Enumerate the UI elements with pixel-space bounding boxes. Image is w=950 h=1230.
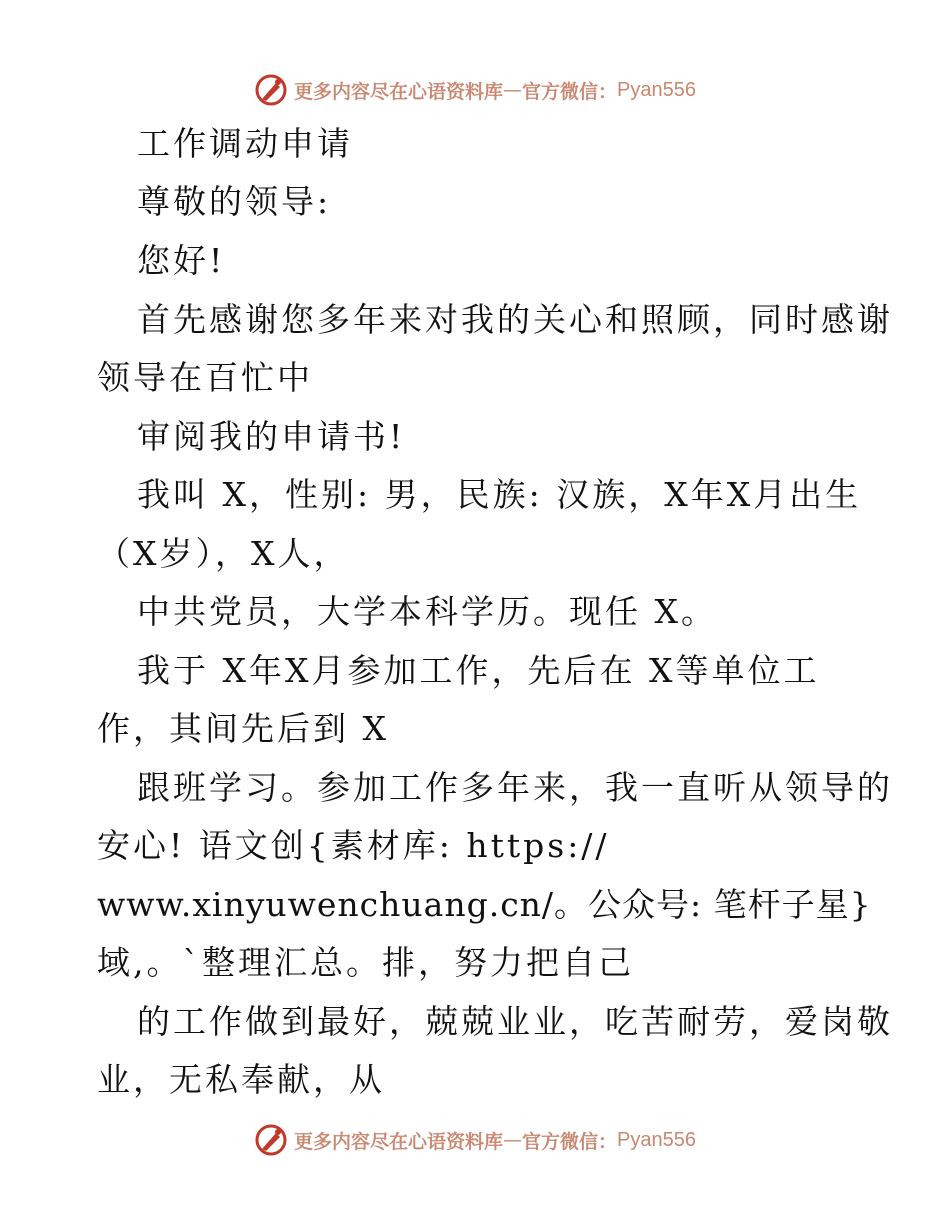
doc-paragraph-line: 作，其间先后到 X xyxy=(97,709,389,748)
doc-salutation: 尊敬的领导: xyxy=(137,182,332,221)
footer-official-label: 官方微信： xyxy=(522,1130,618,1153)
header-separator: — xyxy=(503,79,523,101)
doc-title: 工作调动申请 xyxy=(137,124,353,163)
footer-separator: — xyxy=(503,1129,523,1151)
doc-paragraph-line: 我于 X年X月参加工作，先后在 X等单位工 xyxy=(137,651,820,690)
pen-logo-icon xyxy=(254,1123,288,1157)
header-banner xyxy=(0,70,950,110)
header-brand-text: 更多内容尽在心语资料库 xyxy=(294,80,504,103)
doc-paragraph-line: www.xinyuwenchuang.cn/。公众号: 笔杆子星} xyxy=(97,885,872,924)
doc-paragraph-line: 域,。`整理汇总。排，努力把自己 xyxy=(97,943,634,982)
footer-brand-text: 更多内容尽在心语资料库 xyxy=(294,1130,504,1153)
doc-greeting: 您好! xyxy=(137,241,226,280)
doc-paragraph-line: 业，无私奉献，从 xyxy=(97,1060,385,1099)
header-official-label: 官方微信： xyxy=(522,80,618,103)
footer-wechat-id: Pyan556 xyxy=(617,1128,696,1151)
footer-banner xyxy=(0,1120,950,1160)
doc-paragraph-line: 的工作做到最好，兢兢业业，吃苦耐劳，爱岗敬 xyxy=(137,1002,893,1041)
doc-paragraph-line: 领导在百忙中 xyxy=(97,358,313,397)
doc-paragraph-line: 安心! 语文创{素材库: https:// xyxy=(97,826,610,865)
doc-paragraph-line: 审阅我的申请书! xyxy=(137,417,406,456)
pen-logo-icon xyxy=(254,73,288,107)
doc-paragraph-line: 中共党员，大学本科学历。现任 X。 xyxy=(137,592,717,631)
doc-paragraph-line: （X岁），X人， xyxy=(97,534,350,573)
header-wechat-id: Pyan556 xyxy=(617,78,696,101)
doc-paragraph-line: 跟班学习。参加工作多年来，我一直听从领导的 xyxy=(137,768,893,807)
doc-paragraph-line: 首先感谢您多年来对我的关心和照顾，同时感谢 xyxy=(137,300,893,339)
doc-paragraph-line: 我叫 X，性别: 男，民族: 汉族，X年X月出生 xyxy=(137,475,862,514)
